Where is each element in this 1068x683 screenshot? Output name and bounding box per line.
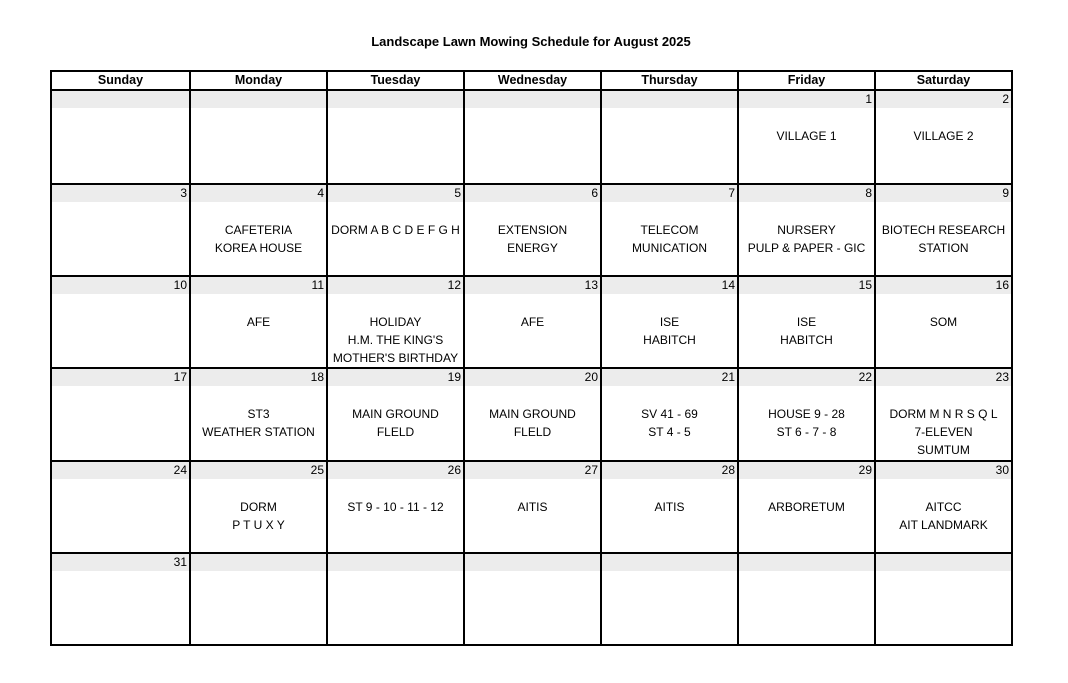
day-number — [191, 554, 326, 571]
day-number — [328, 91, 463, 108]
day-cell — [326, 367, 463, 459]
day-cell — [737, 460, 874, 552]
day-number: 6 — [465, 185, 600, 202]
event-line: BIOTECH RESEARCH — [881, 223, 1006, 238]
day-number: 17 — [52, 369, 189, 386]
day-number — [328, 554, 463, 571]
day-number: 15 — [739, 277, 874, 294]
day-number: 24 — [52, 462, 189, 479]
day-events — [328, 108, 463, 127]
day-number: 23 — [876, 369, 1011, 386]
day-number — [602, 91, 737, 108]
event-line: MAIN GROUND — [489, 407, 576, 422]
event-line: FLELD — [376, 425, 415, 440]
day-number: 25 — [191, 462, 326, 479]
day-cell — [874, 91, 1011, 183]
day-events — [328, 479, 463, 516]
event-line: HOLIDAY — [369, 315, 422, 330]
event-line: ST 4 - 5 — [648, 425, 691, 440]
event-line: HABITCH — [780, 333, 833, 348]
event-line: STATION — [918, 241, 969, 256]
event-line: DORM M N R S Q L — [889, 407, 998, 422]
day-number: 7 — [602, 185, 737, 202]
day-events — [876, 479, 1011, 534]
day-number — [602, 554, 737, 571]
day-events — [876, 108, 1011, 145]
day-events — [328, 294, 463, 367]
day-cell — [737, 367, 874, 459]
day-number: 14 — [602, 277, 737, 294]
day-number — [191, 91, 326, 108]
event-line: ENERGY — [507, 241, 558, 256]
day-cell — [874, 183, 1011, 275]
day-cell — [600, 367, 737, 459]
day-number — [465, 554, 600, 571]
weekday-header: Sunday — [97, 73, 144, 87]
day-events — [602, 108, 737, 127]
event-line: MUNICATION — [631, 241, 708, 256]
event-line: AIT LANDMARK — [899, 517, 988, 532]
day-events — [191, 479, 326, 534]
day-number: 28 — [602, 462, 737, 479]
day-number: 18 — [191, 369, 326, 386]
day-cell — [463, 275, 600, 367]
event-line: ISE — [659, 315, 680, 330]
day-cell — [463, 183, 600, 275]
day-events — [876, 202, 1011, 257]
day-cell — [52, 275, 189, 367]
day-number — [739, 554, 874, 571]
day-cell — [326, 91, 463, 183]
event-line: ST3 — [247, 407, 270, 422]
day-number: 2 — [876, 91, 1011, 108]
event-line: HABITCH — [643, 333, 696, 348]
event-line: CAFETERIA — [224, 223, 293, 238]
calendar-weeks — [52, 91, 1011, 644]
event-line: HOUSE 9 - 28 — [768, 407, 845, 422]
day-cell — [52, 183, 189, 275]
day-events — [52, 108, 189, 127]
day-cell — [326, 460, 463, 552]
event-line: MAIN GROUND — [352, 407, 439, 422]
event-line: DORM — [240, 499, 277, 514]
event-line: ISE — [796, 315, 817, 330]
day-cell — [189, 367, 326, 459]
day-events — [191, 294, 326, 331]
event-line: DORM A B C D E F G H — [331, 223, 460, 238]
day-events — [602, 571, 737, 590]
day-number: 29 — [739, 462, 874, 479]
weekday-header: Thursday — [600, 72, 737, 89]
event-line: FLELD — [513, 425, 552, 440]
day-events — [465, 386, 600, 441]
weekday-header: Wednesday — [463, 72, 600, 89]
event-line: ST 9 - 10 - 11 - 12 — [347, 499, 444, 514]
day-cell — [874, 552, 1011, 644]
day-cell — [600, 183, 737, 275]
day-events — [739, 108, 874, 145]
day-events — [191, 386, 326, 441]
event-line: VILLAGE 1 — [776, 129, 837, 143]
day-number: 21 — [602, 369, 737, 386]
weekday-header: Friday — [737, 72, 874, 89]
day-events — [876, 294, 1011, 331]
day-number: 9 — [876, 185, 1011, 202]
day-events — [739, 571, 874, 590]
day-events — [465, 479, 600, 516]
event-line: NURSERY — [777, 223, 836, 238]
event-line: AITIS — [654, 499, 685, 514]
event-line: AFE — [520, 315, 545, 330]
day-cell — [189, 275, 326, 367]
day-number: 5 — [328, 185, 463, 202]
day-events — [739, 202, 874, 257]
day-cell — [52, 91, 189, 183]
day-cell — [600, 460, 737, 552]
day-events — [191, 571, 326, 590]
day-events — [52, 386, 189, 405]
day-number: 26 — [328, 462, 463, 479]
event-line: AITIS — [517, 499, 548, 514]
day-events — [739, 479, 874, 516]
day-events — [739, 386, 874, 441]
day-cell — [189, 552, 326, 644]
day-number: 10 — [52, 277, 189, 294]
day-cell — [189, 183, 326, 275]
day-events — [328, 571, 463, 590]
day-cell — [463, 552, 600, 644]
day-number: 20 — [465, 369, 600, 386]
day-events — [465, 202, 600, 257]
day-events — [191, 108, 326, 127]
day-number: 4 — [191, 185, 326, 202]
event-line: H.M. THE KING'S — [347, 333, 444, 348]
day-events — [602, 202, 737, 257]
day-cell — [52, 552, 189, 644]
day-cell — [737, 275, 874, 367]
day-number: 31 — [52, 554, 189, 571]
day-cell — [52, 460, 189, 552]
day-number: 27 — [465, 462, 600, 479]
day-number: 1 — [739, 91, 874, 108]
event-line: PULP & PAPER - GIC — [747, 241, 866, 256]
day-number: 8 — [739, 185, 874, 202]
day-number: 22 — [739, 369, 874, 386]
weekday-header: Monday — [189, 72, 326, 89]
day-events — [191, 202, 326, 257]
day-cell — [463, 460, 600, 552]
day-cell — [874, 275, 1011, 367]
day-cell — [874, 460, 1011, 552]
day-events — [52, 294, 189, 313]
event-line: AFE — [246, 315, 271, 330]
day-cell — [600, 91, 737, 183]
day-cell — [463, 367, 600, 459]
calendar-grid — [50, 70, 1013, 646]
day-events — [876, 571, 1011, 590]
event-line: P T U X Y — [232, 517, 285, 532]
day-number: 12 — [328, 277, 463, 294]
day-cell — [737, 91, 874, 183]
event-line: MOTHER'S BIRTHDAY — [332, 351, 459, 366]
day-events — [465, 108, 600, 127]
event-line: ARBORETUM — [768, 499, 845, 514]
day-cell — [874, 367, 1011, 459]
event-line: KOREA HOUSE — [214, 241, 303, 256]
day-cell — [737, 552, 874, 644]
event-line: SUMTUM — [917, 443, 970, 458]
event-line: 7-ELEVEN — [914, 425, 973, 440]
day-cell — [737, 183, 874, 275]
day-number: 11 — [191, 277, 326, 294]
day-number: 16 — [876, 277, 1011, 294]
day-events — [465, 294, 600, 331]
day-number: 19 — [328, 369, 463, 386]
day-events — [602, 386, 737, 441]
day-events — [876, 386, 1011, 459]
page-title: Landscape Lawn Mowing Schedule for August 2025 — [371, 34, 691, 49]
day-events — [465, 571, 600, 590]
day-number: 3 — [52, 185, 189, 202]
day-cell — [52, 367, 189, 459]
day-number — [465, 91, 600, 108]
day-cell — [326, 275, 463, 367]
event-line: ST 6 - 7 - 8 — [776, 425, 837, 440]
day-events — [328, 202, 463, 239]
day-cell — [600, 552, 737, 644]
day-events — [52, 571, 189, 590]
event-line: TELECOM — [640, 223, 699, 238]
day-events — [52, 202, 189, 221]
day-events — [328, 386, 463, 441]
day-cell — [326, 552, 463, 644]
day-number: 13 — [465, 277, 600, 294]
day-events — [52, 479, 189, 498]
event-line: AITCC — [925, 499, 962, 514]
day-number — [52, 91, 189, 108]
day-cell — [189, 460, 326, 552]
day-number: 30 — [876, 462, 1011, 479]
day-cell — [600, 275, 737, 367]
weekday-header: Tuesday — [326, 72, 463, 89]
weekday-header-row — [52, 72, 1011, 91]
day-cell — [189, 91, 326, 183]
event-line: WEATHER STATION — [202, 425, 315, 440]
day-number — [876, 554, 1011, 571]
day-cell — [463, 91, 600, 183]
day-events — [739, 294, 874, 349]
event-line: SOM — [929, 315, 958, 330]
day-events — [602, 479, 737, 516]
event-line: SV 41 - 69 — [641, 407, 698, 422]
event-line: VILLAGE 2 — [913, 129, 974, 143]
day-events — [602, 294, 737, 349]
event-line: EXTENSION — [497, 223, 568, 238]
day-cell — [326, 183, 463, 275]
weekday-header: Saturday — [874, 72, 1011, 89]
